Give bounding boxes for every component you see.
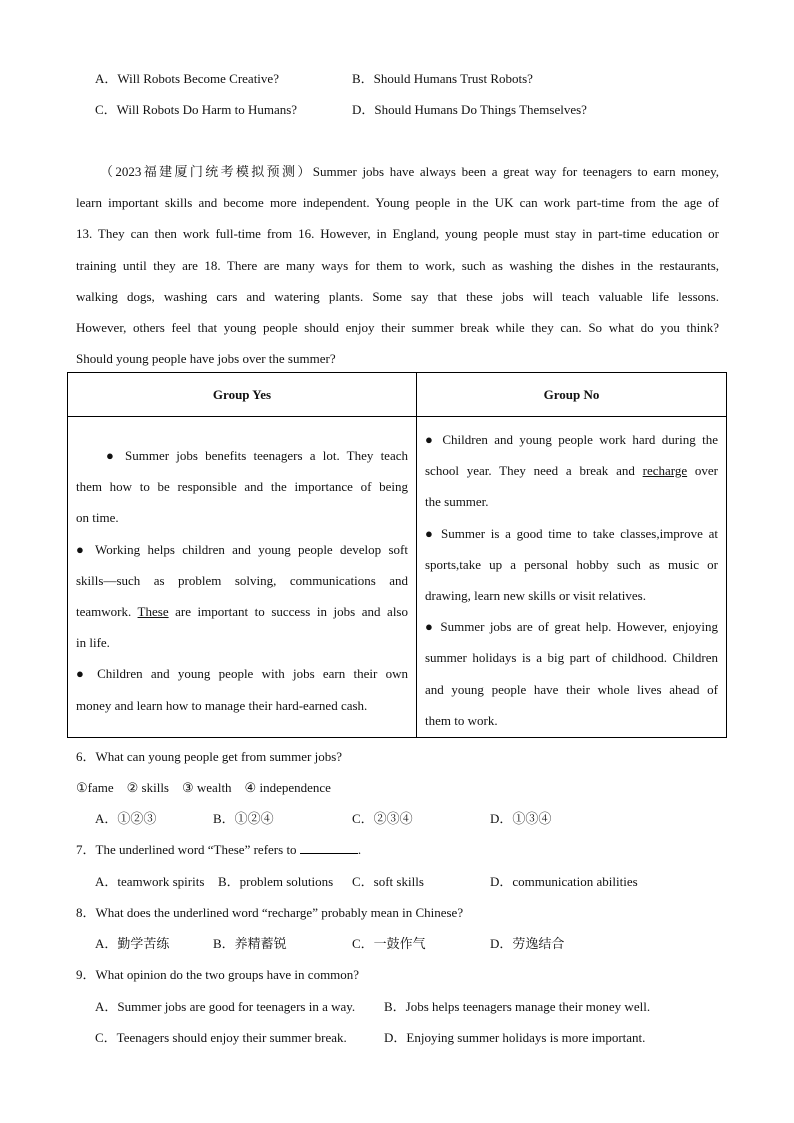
passage-line: training until they are 18. There are many ways for them to work, such as washing the dishes in the restaurants, (76, 257, 719, 273)
yes-line: ● Working helps children and young people develop soft (76, 541, 408, 557)
q6-option-a[interactable]: A．①②③ (95, 811, 157, 826)
passage-line: （2023福建厦门统考模拟预测）Summer jobs have always been a great way for teenagers to earn money, (100, 164, 719, 179)
question-9: 9．What opinion do the two groups have in common? (76, 967, 360, 982)
question-6-items: ①fame ② skills ③ wealth ④ independence (76, 780, 331, 795)
prev-option-c: C．Will Robots Do Harm to Humans? (95, 102, 298, 117)
q9-option-a[interactable]: A．Summer jobs are good for teenagers in a way. (95, 999, 356, 1014)
question-7 (76, 839, 361, 858)
header-group-yes: Group Yes (68, 373, 417, 417)
opinion-table (67, 372, 727, 738)
yes-line: them how to be responsible and the importance of being (76, 479, 408, 495)
q8-option-b[interactable]: B．养精蓄锐 (213, 936, 287, 951)
passage-line: However, others feel that young people should enjoy their summer break while they can. So what do you think? (76, 319, 719, 335)
underlined-recharge: recharge (642, 463, 688, 479)
yes-line-text: teamwork. (76, 603, 138, 619)
underlined-these: These (137, 603, 169, 619)
q6-option-c[interactable]: C．②③④ (352, 811, 413, 826)
no-line-text: over (687, 463, 718, 479)
question-8: 8．What does the underlined word “recharge” probably mean in Chinese? (76, 905, 464, 920)
group-yes-cell (68, 417, 417, 738)
q7-option-a[interactable]: A．teamwork spirits (95, 874, 205, 889)
no-line: sports,take up a personal hobby such as music or (425, 556, 718, 572)
q8-option-a[interactable]: A．勤学苦练 (95, 936, 170, 951)
q6-option-b[interactable]: B．①②④ (213, 811, 274, 826)
passage-line: Should young people have jobs over the summer? (76, 351, 336, 367)
passage-line: learn important skills and become more independent. Young people in the UK can work part-time from the age of (76, 195, 719, 211)
yes-line: ● Summer jobs benefits teenagers a lot. They teach (106, 448, 408, 463)
no-line: and young people have their whole lives ahead of (425, 681, 718, 697)
question-7-end: . (357, 842, 362, 857)
q9-option-c[interactable]: C．Teenagers should enjoy their summer break. (95, 1030, 347, 1045)
no-line: ● Summer is a good time to take classes,improve at (425, 525, 718, 541)
q9-option-b[interactable]: B．Jobs helps teenagers manage their money well. (384, 999, 651, 1014)
no-line: ● Summer jobs are of great help. However, enjoying (425, 619, 718, 635)
header-group-no: Group No (417, 373, 727, 417)
prev-option-b: B．Should Humans Trust Robots? (352, 71, 533, 86)
answer-blank (300, 842, 358, 854)
q7-option-b[interactable]: B．problem solutions (218, 874, 334, 889)
passage-line: 13. They can then work full-time from 16. However, in England, young people must stay in part-time education or (76, 226, 719, 242)
yes-line (76, 596, 408, 627)
question-6: 6．What can young people get from summer jobs? (76, 749, 343, 764)
q6-option-d[interactable]: D．①③④ (490, 811, 552, 826)
q8-option-d[interactable]: D．劳逸结合 (490, 936, 565, 951)
q9-option-d[interactable]: D．Enjoying summer holidays is more important. (384, 1030, 646, 1045)
yes-line: in life. (76, 635, 110, 651)
reading-passage (76, 156, 719, 374)
passage-line: walking dogs, washing cars and watering plants. Some say that these jobs will teach valuable life lessons. (76, 288, 719, 304)
q8-option-c[interactable]: C．一鼓作气 (352, 936, 426, 951)
prev-option-d: D．Should Humans Do Things Themselves? (352, 102, 587, 117)
yes-line: ● Children and young people with jobs earn their own (76, 666, 408, 682)
yes-line: money and learn how to manage their hard-earned cash. (76, 697, 368, 713)
yes-line: on time. (76, 510, 119, 526)
yes-line: skills—such as problem solving, communications and (76, 572, 408, 588)
no-line: ● Children and young people work hard during the (425, 432, 718, 447)
no-line (425, 455, 718, 486)
q7-option-d[interactable]: D．communication abilities (490, 874, 638, 889)
prev-option-a: A．Will Robots Become Creative? (95, 71, 279, 86)
yes-line-text: are important to success in jobs and also (168, 603, 408, 619)
no-line: drawing, learn new skills or visit relatives. (425, 587, 646, 603)
question-7-text: 7．The underlined word “These” refers to (76, 842, 300, 857)
no-line: the summer. (425, 494, 489, 510)
q7-option-c[interactable]: C．soft skills (352, 874, 424, 889)
no-line: summer holidays is a big part of childhood. Children (425, 650, 718, 666)
no-line-text: school year. They need a break and (425, 463, 643, 479)
no-line: them to work. (425, 712, 498, 728)
group-no-cell (417, 417, 727, 738)
